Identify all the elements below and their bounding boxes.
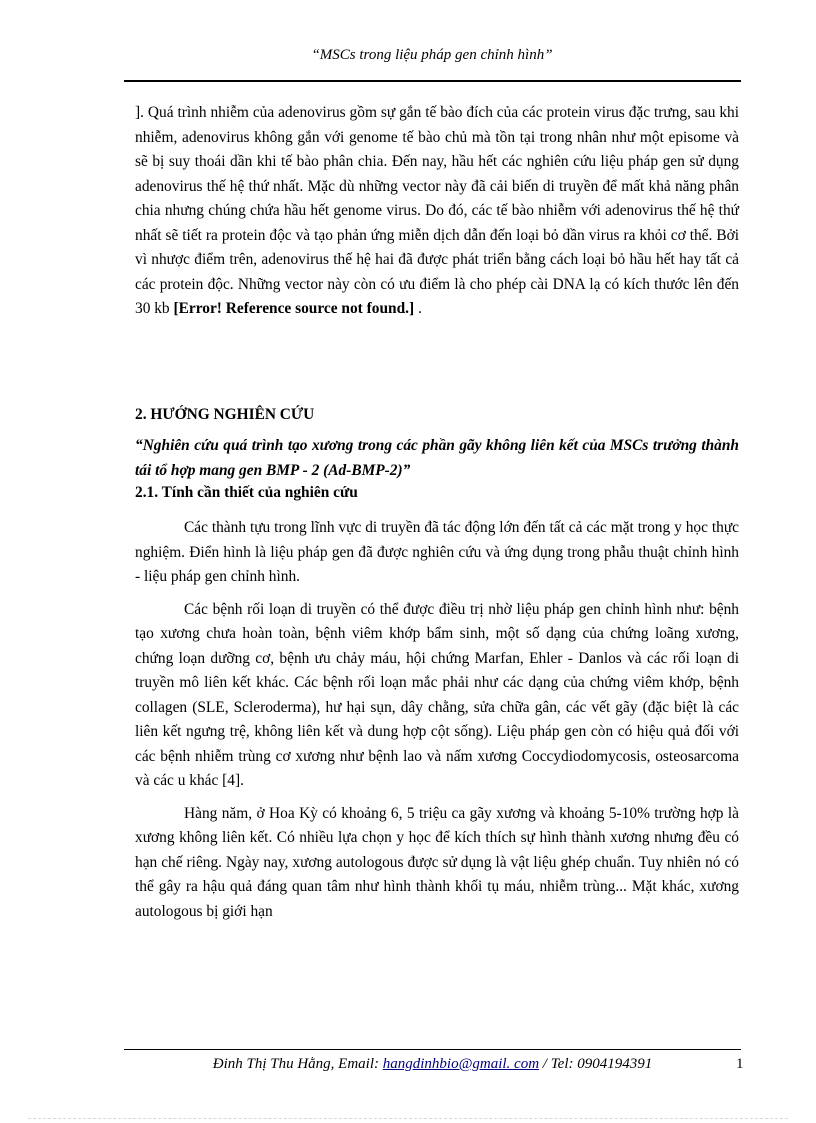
page-break-line [28,1118,788,1119]
subsection-body [135,516,739,932]
intro-text: ]. Quá trình nhiễm của adenovirus gồm sự gắn tế bào đích của các protein virus đặc trưng, sau khi nhiễm, adenovirus không gắn với genome tế bào chủ mà tồn tại trong nhân như một episome và sẽ bị suy thoái dần khi tế bào phân chia. Đến nay, hầu hết các nghiên cứu liệu pháp gen sử dụng adenovirus thế hệ thứ nhất. Mặc dù những vector này đã cải biến di truyền để mất khả năng phân chia nhưng chúng chứa hầu hết genome virus. Do đó, các tế bào nhiễm với adenovirus thế hệ thứ nhất sẽ tiết ra protein độc và tạo phản ứng miễn dịch dẫn đến loại bỏ dần virus ra khỏi cơ thể. Bởi vì nhược điểm trên, adenovirus thế hệ hai đã được phát triển bằng cách loại bỏ hầu hết hay tất cả các protein độc. Những vector này còn có ưu điểm là cho phép cài DNA lạ có kích thước lên đến 30 kb [135,104,739,317]
footer-author: Đinh Thị Thu Hằng, Email: [212,1056,383,1072]
study-title: “Nghiên cứu quá trình tạo xương trong các phần gãy không liên kết của MSCs trưởng thành tái tổ hợp mang gen BMP - 2 (Ad-BMP-2)” [135,437,739,479]
footer [124,1056,741,1073]
subsection-heading: 2.1. Tính cần thiết của nghiên cứu [135,484,358,501]
section-heading: 2. HƯỚNG NGHIÊN CỨU [135,406,315,423]
footer-rule [124,1049,741,1050]
page-number: 1 [736,1056,744,1072]
intro-paragraph [135,101,739,322]
intro-section [135,101,739,322]
body-paragraph: Các thành tựu trong lĩnh vực di truyền đã tác động lớn đến tất cả các mặt trong y học thực nghiệm. Điển hình là liệu pháp gen đã được nghiên cứu và ứng dụng trong phẫu thuật chỉnh hình - liệu pháp gen chỉnh hình. [135,519,739,585]
error-reference[interactable]: [Error! Reference source not found.] [173,300,415,317]
footer-tel: / Tel: 0904194391 [539,1056,653,1072]
header-rule [124,80,741,82]
email-link[interactable]: hangdinhbio@gmail. com [382,1056,540,1072]
body-paragraph: Hàng năm, ở Hoa Kỳ có khoảng 6, 5 triệu ca gãy xương và khoảng 5-10% trường hợp là xương không liên kết. Có nhiều lựa chọn y học để kích thích sự hình thành xương nhưng đều có hạn chế riêng. Ngày nay, xương autologous được sử dụng là vật liệu ghép chuẩn. Tuy nhiên nó có thể gây ra hậu quả đáng quan tâm như hình thành khối tụ máu, nhiễm trùng... Mặt khác, xương autologous bị giới hạn [135,804,739,920]
intro-tail: . [414,300,422,317]
body-paragraph: Các bệnh rối loạn di truyền có thể được điều trị nhờ liệu pháp gen chỉnh hình như: bệnh tạo xương chưa hoàn toàn, bệnh viêm khớp bẩm sinh, một số dạng của chứng loãng xương, chứng loạn dưỡng cơ, bệnh ưu chảy máu, hội chứng Marfan, Ehler - Danlos và các rối loạn di truyền mô liên kết khác. Các bệnh rối loạn mắc phải như các dạng của chứng viêm khớp, bệnh collagen (SLE, Scleroderma), hư hại sụn, dây chằng, sửa chữa gân, các vết gãy (đặc biệt là các liên kết ngưng trệ, không liên kết và dung hợp cột sống). Liệu pháp gen còn có hiệu quả đối với các bệnh nhiễm trùng cơ xương như bệnh lao và nấm xương Coccydiodomycosis, osteosarcoma và các u khác [4]. [135,600,739,789]
running-header: “MSCs trong liệu pháp gen chỉnh hình” [311,47,553,63]
